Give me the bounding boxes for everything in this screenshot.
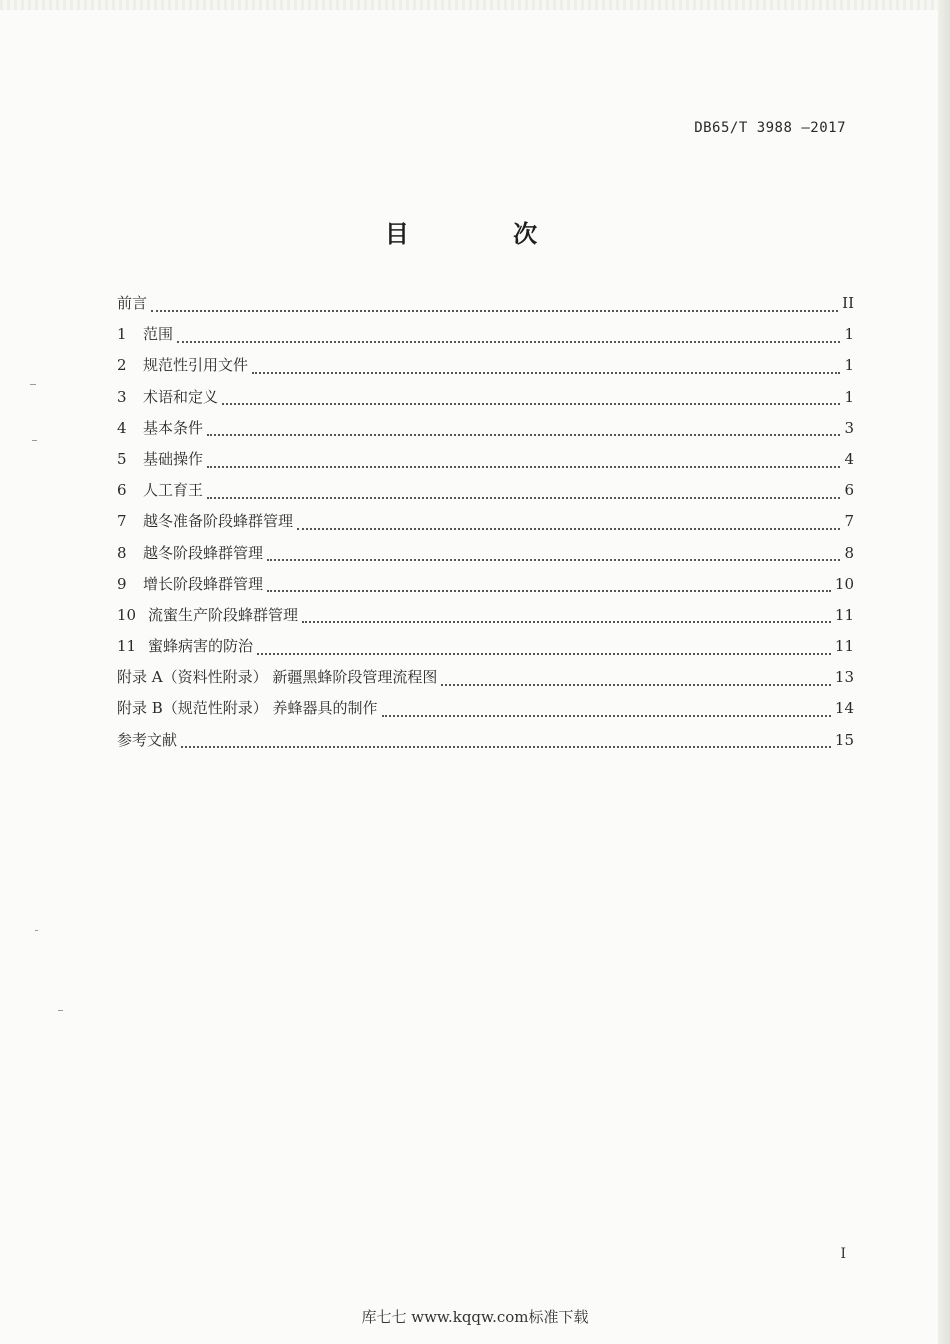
toc-entry-page: 7	[844, 512, 854, 531]
toc-entry-number: 11	[117, 637, 137, 656]
scan-speck	[32, 440, 37, 441]
toc-leader-dots	[267, 559, 840, 561]
toc-entry-page: 11	[834, 605, 854, 624]
toc-title: 目 次	[384, 220, 586, 248]
toc-entry-page: 3	[844, 418, 854, 437]
toc-entry-10[interactable]	[117, 604, 854, 635]
toc-leader-dots	[382, 715, 831, 717]
document-code: DB65/T 3988 —2017	[694, 120, 846, 136]
toc-leader-dots	[252, 372, 840, 374]
toc-entry-11[interactable]	[117, 635, 854, 666]
toc-leader-dots	[302, 621, 831, 623]
toc-entry-page: II	[842, 294, 854, 312]
toc-entry-references[interactable]	[117, 729, 854, 760]
toc-entry-page: 1	[844, 356, 854, 375]
toc-leader-dots	[151, 310, 838, 312]
toc-entry-label: 蜜蜂病害的防治	[148, 637, 254, 656]
toc-entry-9[interactable]	[117, 573, 854, 604]
scan-speck	[30, 384, 36, 385]
toc-entry-label: 规范性引用文件	[143, 356, 249, 375]
toc-entry-page: 4	[844, 449, 854, 468]
toc-entry-label: 越冬准备阶段蜂群管理	[143, 512, 294, 531]
toc-entry-label: 附录 B（规范性附录） 养蜂器具的制作	[117, 699, 378, 718]
toc-entry-number: 8	[117, 543, 127, 562]
toc-entry-number: 10	[117, 605, 137, 624]
toc-entry-appendix-a[interactable]	[117, 666, 854, 697]
toc-leader-dots	[267, 590, 831, 592]
page-number: I	[840, 1246, 846, 1262]
toc-entry-3[interactable]	[117, 386, 854, 417]
footer-watermark-text[interactable]: 库七七 www.kqqw.com标准下载	[361, 1308, 589, 1326]
table-of-contents	[117, 292, 854, 760]
toc-entry-label: 附录 A（资料性附录） 新疆黑蜂阶段管理流程图	[117, 668, 438, 687]
scan-speck	[35, 930, 38, 931]
toc-leader-dots	[207, 466, 840, 468]
scan-top-edge	[0, 0, 950, 10]
toc-entry-7[interactable]	[117, 510, 854, 541]
toc-entry-1[interactable]	[117, 323, 854, 354]
toc-entry-label: 流蜜生产阶段蜂群管理	[148, 605, 299, 624]
toc-entry-6[interactable]	[117, 479, 854, 510]
toc-entry-page: 13	[834, 668, 854, 687]
toc-leader-dots	[297, 528, 840, 530]
toc-entry-appendix-b[interactable]	[117, 697, 854, 728]
toc-entry-label: 越冬阶段蜂群管理	[143, 543, 264, 562]
toc-leader-dots	[207, 434, 840, 436]
toc-leader-dots	[177, 341, 840, 343]
toc-entry-label: 参考文献	[117, 730, 178, 749]
toc-entry-label: 前言	[117, 294, 148, 312]
toc-entry-page: 11	[834, 637, 854, 656]
toc-entry-4[interactable]	[117, 417, 854, 448]
toc-entry-8[interactable]	[117, 542, 854, 573]
toc-entry-number: 5	[117, 449, 127, 468]
toc-entry-label: 基础操作	[143, 449, 204, 468]
toc-entry-number: 9	[117, 574, 127, 593]
toc-entry-2[interactable]	[117, 354, 854, 385]
toc-entry-number: 3	[117, 387, 127, 406]
toc-entry-page: 6	[844, 481, 854, 500]
toc-entry-number: 1	[117, 325, 127, 344]
toc-entry-label: 范围	[143, 325, 174, 344]
toc-entry-page: 14	[834, 699, 854, 718]
toc-entry-number: 2	[117, 356, 127, 375]
toc-entry-number: 4	[117, 418, 127, 437]
toc-leader-dots	[441, 684, 831, 686]
toc-entry-number: 7	[117, 512, 127, 531]
toc-entry-label: 基本条件	[143, 418, 204, 437]
toc-entry-page: 1	[844, 325, 854, 344]
toc-entry-page: 15	[834, 730, 854, 749]
toc-entry-foreword[interactable]	[117, 292, 854, 323]
toc-leader-dots	[207, 497, 840, 499]
toc-entry-label: 增长阶段蜂群管理	[143, 574, 264, 593]
toc-entry-5[interactable]	[117, 448, 854, 479]
toc-entry-label: 术语和定义	[143, 387, 219, 406]
scan-right-edge	[938, 0, 950, 1344]
toc-entry-page: 10	[834, 574, 854, 593]
toc-entry-label: 人工育王	[143, 481, 204, 500]
toc-entry-number: 6	[117, 481, 127, 500]
toc-leader-dots	[222, 403, 840, 405]
scan-speck	[58, 1010, 63, 1011]
toc-entry-page: 1	[844, 387, 854, 406]
toc-leader-dots	[257, 653, 831, 655]
toc-entry-page: 8	[844, 543, 854, 562]
toc-leader-dots	[181, 746, 831, 748]
